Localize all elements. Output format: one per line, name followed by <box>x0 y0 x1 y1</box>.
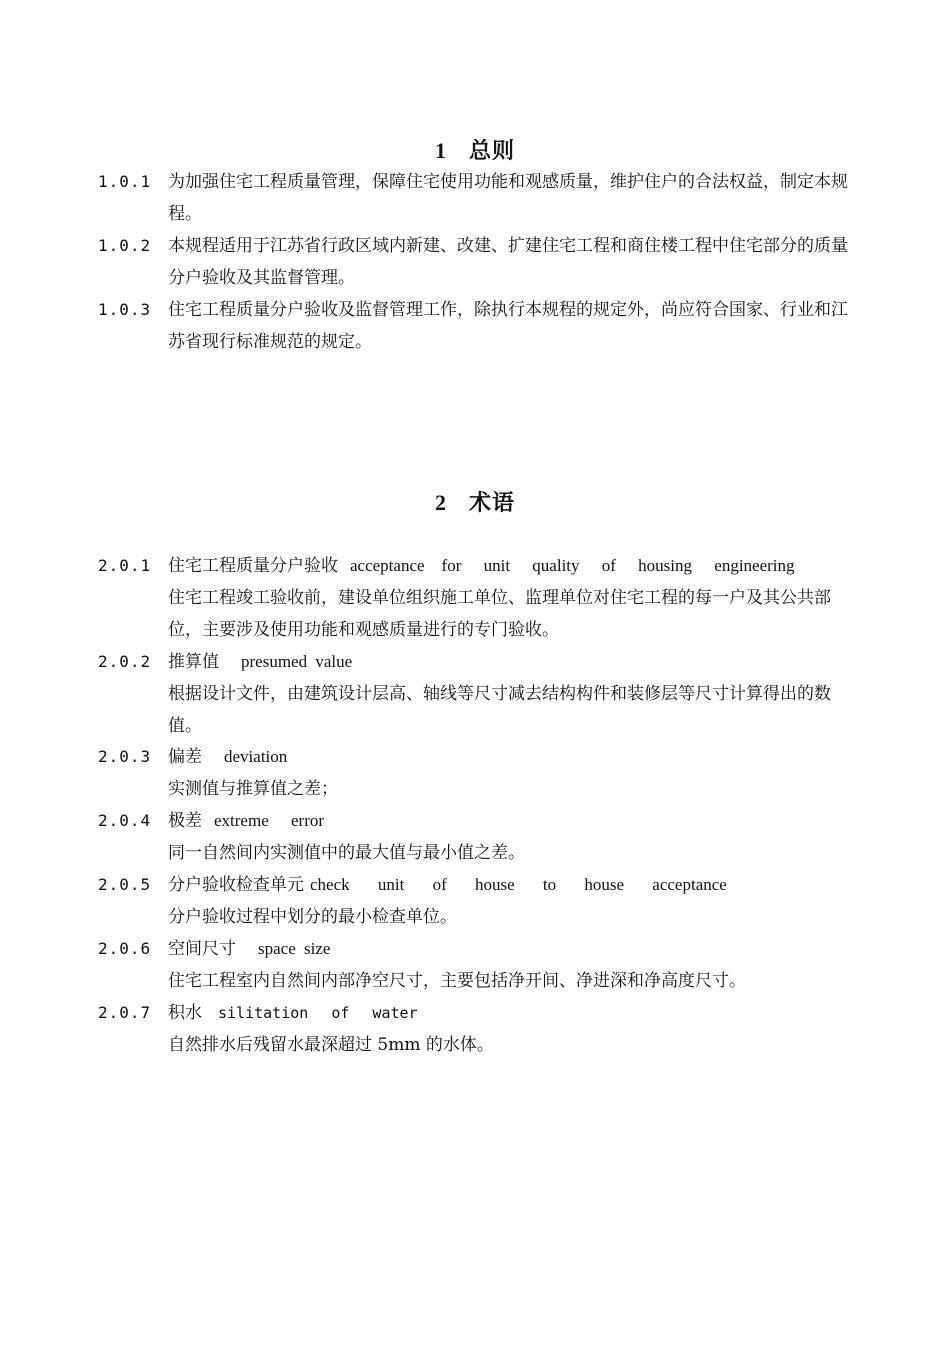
clause-number: 1.0.2 <box>98 236 152 255</box>
term-number: 2.0.1 <box>98 556 152 575</box>
term-definition: 根据设计文件，由建筑设计层高、轴线等尺寸减去结构构件和装修层等尺寸计算得出的数值。 <box>168 684 831 736</box>
term-heading <box>168 550 858 582</box>
chapter-number: 2 <box>434 490 447 515</box>
term-number: 2.0.2 <box>98 652 152 671</box>
term-definition: 住宅工程室内自然间内部净空尺寸，主要包括净开间、净进深和净高度尺寸。 <box>168 971 746 991</box>
term-number: 2.0.6 <box>98 939 152 958</box>
term-definition: 实测值与推算值之差； <box>168 779 338 799</box>
term-english: silitation of water <box>218 1004 418 1022</box>
term-chinese: 极差 <box>168 811 202 831</box>
term-definition: 同一自然间内实测值中的最大值与最小值之差。 <box>168 843 525 863</box>
chapter-2-title <box>0 486 950 517</box>
term-heading <box>168 869 858 901</box>
term-2-0-3 <box>98 741 858 805</box>
term-number: 2.0.7 <box>98 1003 152 1022</box>
term-heading <box>168 933 858 965</box>
chapter-1-title <box>0 134 950 165</box>
term-heading <box>168 646 858 678</box>
term-english: space size <box>258 939 331 958</box>
term-english: extreme error <box>214 811 325 830</box>
clause-1-0-2 <box>98 230 858 294</box>
term-2-0-5 <box>98 869 858 933</box>
term-english: presumed value <box>241 652 353 671</box>
term-heading <box>168 741 858 773</box>
term-english: acceptance for unit quality of housing engineering <box>350 556 795 575</box>
term-chinese: 偏差 <box>168 747 202 767</box>
clause-text: 住宅工程质量分户验收及监督管理工作，除执行本规程的规定外，尚应符合国家、行业和江苏省现行标准规范的规定。 <box>168 300 848 352</box>
term-2-0-1 <box>98 550 858 646</box>
term-english: deviation <box>224 747 288 766</box>
clause-text: 本规程适用于江苏省行政区域内新建、改建、扩建住宅工程和商住楼工程中住宅部分的质量分户验收及其监督管理。 <box>168 236 848 288</box>
clause-1-0-1 <box>98 166 858 230</box>
term-chinese: 推算值 <box>168 652 219 672</box>
term-chinese: 分户验收检查单元 <box>168 875 304 895</box>
term-chinese: 积水 <box>168 1003 202 1023</box>
chapter-title-text: 总则 <box>468 139 515 164</box>
clause-number: 1.0.1 <box>98 172 152 191</box>
clause-text: 为加强住宅工程质量管理，保障住宅使用功能和观感质量，维护住户的合法权益，制定本规程。 <box>168 172 848 224</box>
term-2-0-7 <box>98 997 858 1061</box>
term-definition: 自然排水后残留水最深超过 5mm 的水体。 <box>168 1035 494 1055</box>
term-definition: 分户验收过程中划分的最小检查单位。 <box>168 907 457 927</box>
term-number: 2.0.3 <box>98 747 152 766</box>
term-chinese: 空间尺寸 <box>168 939 236 959</box>
term-definition: 住宅工程竣工验收前，建设单位组织施工单位、监理单位对住宅工程的每一户及其公共部位，主要涉及使用功能和观感质量进行的专门验收。 <box>168 588 831 640</box>
clause-number: 1.0.3 <box>98 300 152 319</box>
term-number: 2.0.4 <box>98 811 152 830</box>
chapter-title-text: 术语 <box>468 491 515 516</box>
term-english: check unit of house to house acceptance <box>310 875 727 894</box>
term-number: 2.0.5 <box>98 875 152 894</box>
term-heading <box>168 997 858 1029</box>
term-heading <box>168 805 858 837</box>
term-chinese: 住宅工程质量分户验收 <box>168 556 338 576</box>
term-2-0-2 <box>98 646 858 742</box>
term-2-0-6 <box>98 933 858 997</box>
clause-1-0-3 <box>98 294 858 358</box>
term-2-0-4 <box>98 805 858 869</box>
chapter-number: 1 <box>434 138 447 163</box>
